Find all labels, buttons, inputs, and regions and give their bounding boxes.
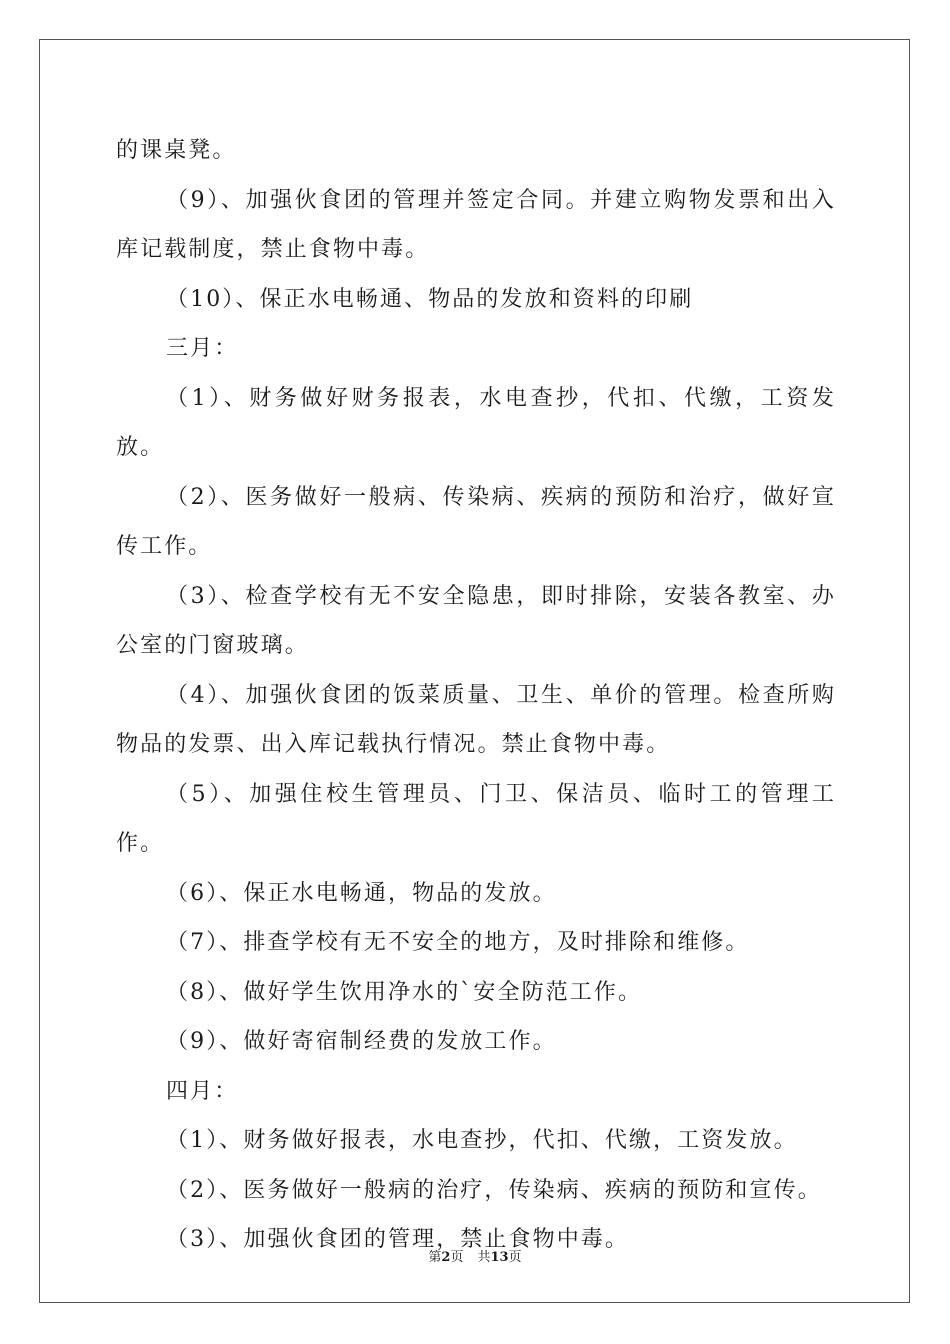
paragraph: （3）、检查学校有无不安全隐患，即时排除，安装各教室、办公室的门窗玻璃。 [116, 583, 836, 658]
paragraph: （7）、排查学校有无不安全的地方，及时排除和维修。 [166, 930, 750, 955]
total-pages: 13 [490, 1250, 509, 1265]
paragraph: （10）、保正水电畅通、物品的发放和资料的印刷 [166, 286, 694, 312]
document-body [116, 126, 836, 1265]
paragraph: （4）、加强伙食团的饭菜质量、卫生、单价的管理。检查所购物品的发票、出入库记载执行情况。禁止食物中毒。 [116, 682, 836, 757]
page-prefix: 第 [428, 1250, 442, 1265]
section-heading-april: 四月： [166, 1078, 239, 1104]
paragraph: （8）、做好学生饮用净水的`安全防范工作。 [166, 979, 643, 1005]
total-prefix: 共 [477, 1250, 491, 1265]
paragraph: （5）、加强住校生管理员、门卫、保洁员、临时工的管理工作。 [116, 781, 836, 856]
paragraph: （9）、加强伙食团的管理并签定合同。并建立购物发票和出入库记载制度，禁止食物中毒。 [116, 187, 836, 262]
paragraph: （9）、做好寄宿制经费的发放工作。 [166, 1029, 557, 1054]
paragraph: （1）、财务做好报表，水电查抄，代扣、代缴，工资发放。 [166, 1128, 798, 1153]
paragraph: （1）、财务做好财务报表，水电查抄，代扣、代缴，工资发放。 [116, 385, 836, 460]
section-heading-march: 三月： [166, 336, 239, 361]
page-footer [0, 1246, 950, 1265]
paragraph: （2）、医务做好一般病、传染病、疾病的预防和治疗，做好宣传工作。 [116, 484, 836, 559]
paragraph: （3）、加强伙食团的管理，禁止食物中毒。 [166, 1227, 629, 1252]
paragraph: 的课桌凳。 [116, 138, 237, 163]
paragraph: （2）、医务做好一般病的治疗，传染病、疾病的预防和宣传。 [166, 1177, 822, 1203]
paragraph: （6）、保正水电畅通，物品的发放。 [166, 880, 557, 906]
page-suffix: 页 [450, 1250, 464, 1265]
total-suffix: 页 [508, 1250, 522, 1265]
page-number: 2 [441, 1250, 451, 1265]
